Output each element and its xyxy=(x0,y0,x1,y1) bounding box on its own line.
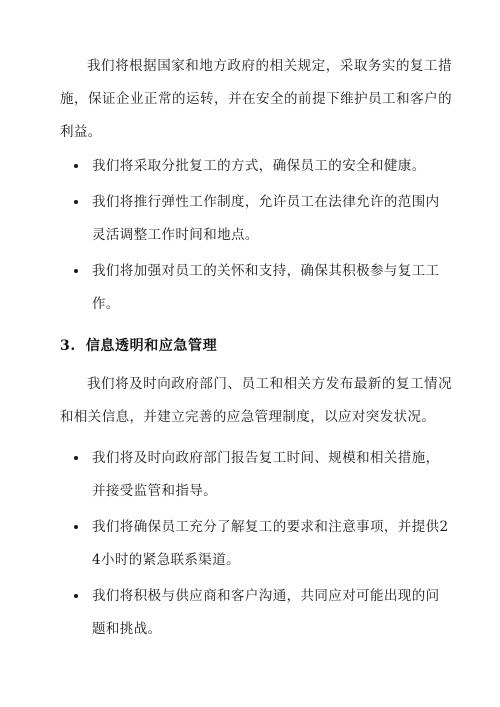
list-item xyxy=(60,255,452,321)
section-title: 信息透明和应急管理 xyxy=(85,338,218,354)
bullet-icon xyxy=(74,164,78,168)
list-item-text: 我们将确保员工充分了解复工的要求和注意事项，并提供24小时的紧急联系渠道。 xyxy=(92,519,449,568)
bullet-icon xyxy=(74,525,78,529)
intro-paragraph: 我们将根据国家和地方政府的相关规定，采取务实的复工措施，保证企业正常的运转，并在安全的前提下维护员工和客户的利益。 xyxy=(60,58,452,140)
communication-list xyxy=(60,442,452,649)
list-item xyxy=(60,150,452,183)
list-item-text: 我们将推行弹性工作制度，允许员工在法律允许的范围内灵活调整工作时间和地点。 xyxy=(92,194,440,243)
list-item xyxy=(60,442,452,508)
list-item xyxy=(60,511,452,577)
section-paragraph: 我们将及时向政府部门、员工和相关方发布最新的复工情况和相关信息，并建立完善的应急管理制度，以应对突发状况。 xyxy=(60,376,452,425)
list-item-text: 我们将积极与供应商和客户沟通，共同应对可能出现的问题和挑战。 xyxy=(92,588,440,637)
list-item xyxy=(60,186,452,252)
list-item-text: 我们将采取分批复工的方式，确保员工的安全和健康。 xyxy=(92,158,426,174)
bullet-icon xyxy=(74,269,78,273)
bullet-icon xyxy=(74,200,78,204)
measures-list xyxy=(60,150,452,324)
list-item xyxy=(60,580,452,646)
section-heading xyxy=(60,330,217,363)
bullet-icon xyxy=(74,594,78,598)
bullet-icon xyxy=(74,456,78,460)
list-item-text: 我们将加强对员工的关怀和支持，确保其积极参与复工工作。 xyxy=(92,263,440,312)
section-number: 3. xyxy=(60,338,76,354)
list-item-text: 我们将及时向政府部门报告复工时间、规模和相关措施，并接受监管和指导。 xyxy=(92,450,440,499)
